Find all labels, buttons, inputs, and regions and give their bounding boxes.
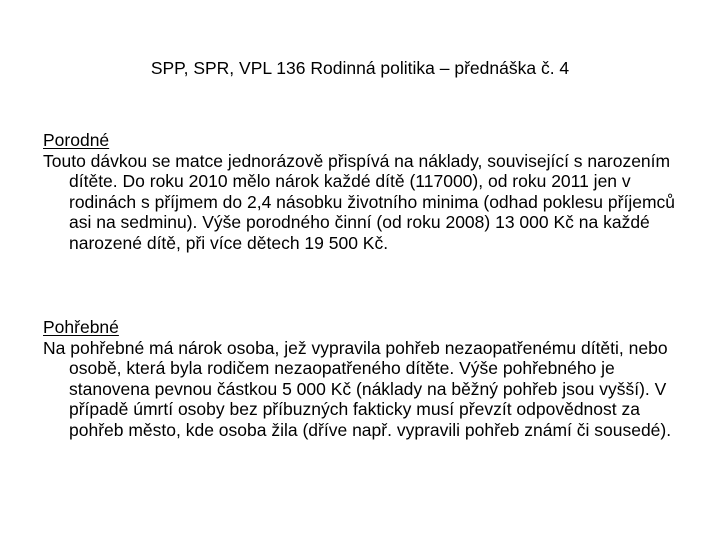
section-text: Na pohřebné má nárok osoba, jež vypravila pohřeb nezaopatřenému dítěti, nebo osobě, která byla rodičem nezaopatřeného dítěte. Výše pohřebného je stanovena pevnou částkou 5 000 Kč (náklady na běžný pohřeb jsou vyšší). V případě úmrtí osoby bez příbuzných fakticky musí převzít odpovědnost za pohřeb město, kde osoba žila (dříve např. vypravili pohřeb známí či sousedé).	[43, 337, 672, 440]
section-porodne	[43, 130, 683, 253]
section-heading: Pohřebné	[43, 317, 119, 337]
section-text: Touto dávkou se matce jednorázově přispívá na náklady, související s narozením dítěte. Do roku 2010 mělo nárok každé dítě (117000), od roku 2011 jen v rodinách s příjmem do 2,4 násobku životního minima (odhad poklesu příjemců asi na sedminu). Výše porodného činní (od roku 2008) 13 000 Kč na každé narozené dítě, při více dětech 19 500 Kč.	[43, 150, 676, 253]
section-pohrebne	[43, 317, 683, 440]
slide-title: SPP, SPR, VPL 136 Rodinná politika – přednáška č. 4	[150, 58, 570, 78]
section-heading: Porodné	[43, 130, 110, 150]
